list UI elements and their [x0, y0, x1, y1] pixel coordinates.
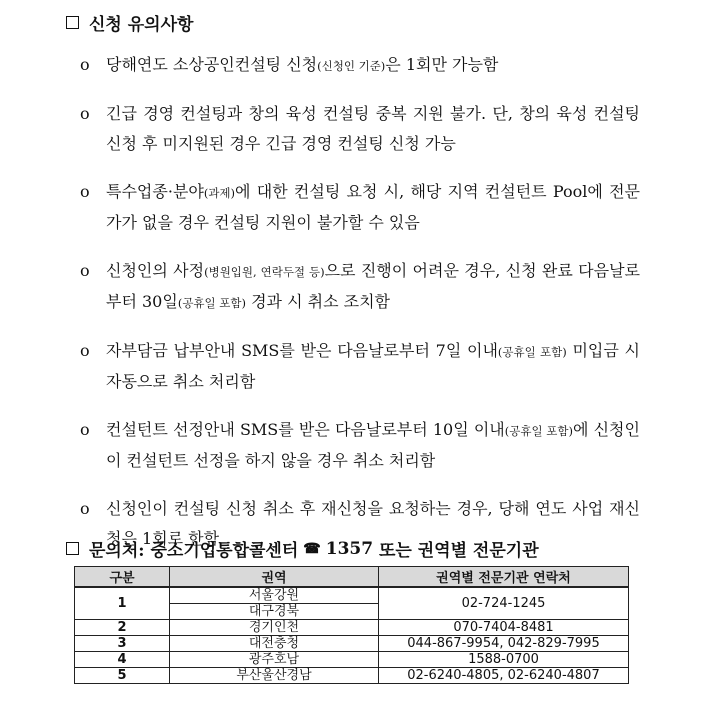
section-title: 신청 유의사항 — [89, 15, 194, 35]
list-item — [80, 177, 640, 238]
note-text: 특수업종·분야 — [106, 182, 204, 201]
note-text: 으로 진행이 어려운 경우, 신청 완료 다음날로부터 30일 — [106, 261, 640, 311]
regional-contact-table — [74, 566, 629, 684]
list-item — [80, 99, 640, 159]
list-item-text — [106, 415, 640, 476]
note-text: 신청인이 컨설팅 신청 취소 후 재신청을 요청하는 경우, 당해 연도 사업 재신청은 1회로 한함 — [106, 499, 640, 548]
note-parenthetical: (과제) — [203, 186, 236, 200]
contact-cell: 1588-0700 — [379, 652, 629, 668]
contact-label: 문의처: — [89, 541, 145, 561]
note-text: 에 신청인이 컨설턴트 선정을 하지 않을 경우 취소 처리함 — [106, 420, 640, 470]
header-category: 구분 — [75, 567, 170, 588]
bullet-marker: o — [80, 261, 90, 280]
call-center-number: 1357 — [325, 538, 374, 559]
row-number: 2 — [75, 620, 170, 636]
contact-cell: 070-7404-8481 — [379, 620, 629, 636]
checkbox-square-icon — [66, 16, 79, 29]
table-row — [75, 587, 629, 604]
note-parenthetical: (공휴일 포함) — [504, 424, 573, 438]
note-text: 에 대한 컨설팅 요청 시, 해당 지역 컨설턴트 Pool에 전문가가 없을 경우 컨설팅 지원이 불가할 수 있음 — [106, 182, 640, 232]
contact-cell: 02-6240-4805, 02-6240-4807 — [379, 668, 629, 684]
contact-cell: 02-724-1245 — [379, 587, 629, 620]
note-parenthetical: (공휴일 포함) — [497, 345, 567, 359]
section-heading-notes — [66, 10, 193, 35]
notes-list — [80, 50, 640, 554]
phone-icon: ☎ — [303, 540, 321, 557]
note-text: 미입금 시 자동으로 취소 처리함 — [106, 341, 640, 391]
bullet-marker: o — [80, 104, 90, 123]
note-text: 긴급 경영 컨설팅과 창의 육성 컨설팅 중복 지원 불가. 단, 창의 육성 컨설팅 신청 후 미지원된 경우 긴급 경영 컨설팅 신청 가능 — [106, 104, 640, 153]
list-item-text — [106, 256, 640, 318]
region-cell: 대전충청 — [170, 636, 379, 652]
region-cell: 경기인천 — [170, 620, 379, 636]
row-number: 3 — [75, 636, 170, 652]
bullet-marker: o — [80, 499, 90, 518]
region-cell: 대구경북 — [170, 604, 379, 620]
contact-rest: 또는 권역별 전문기관 — [378, 541, 539, 561]
bullet-marker: o — [80, 55, 90, 74]
header-region: 권역 — [170, 567, 379, 588]
table-row — [75, 668, 629, 684]
header-contact: 권역별 전문기관 연락처 — [379, 567, 629, 588]
list-item-text — [106, 99, 640, 159]
bullet-marker: o — [80, 420, 90, 439]
contact-cell: 044-867-9954, 042-829-7995 — [379, 636, 629, 652]
bullet-marker: o — [80, 182, 90, 201]
table-row — [75, 620, 629, 636]
call-center-name: 중소기업통합콜센터 — [150, 541, 299, 561]
table-header-row — [75, 567, 629, 588]
list-item-text — [106, 336, 640, 397]
list-item — [80, 415, 640, 476]
table-row — [75, 652, 629, 668]
note-parenthetical: (공휴일 포함) — [177, 296, 247, 310]
bullet-marker: o — [80, 341, 90, 360]
section-heading-contact — [66, 536, 539, 561]
note-text: 은 1회만 가능함 — [385, 55, 499, 74]
row-number: 4 — [75, 652, 170, 668]
row-number: 5 — [75, 668, 170, 684]
note-text: 당해연도 소상공인컨설팅 신청 — [106, 55, 318, 74]
region-cell: 부산울산경남 — [170, 668, 379, 684]
note-text: 경과 시 취소 조치함 — [246, 292, 391, 311]
row-number: 1 — [75, 587, 170, 620]
note-text: 컨설턴트 선정안내 SMS를 받은 다음날로부터 10일 이내 — [106, 420, 505, 439]
region-cell: 광주호남 — [170, 652, 379, 668]
list-item-text — [106, 50, 640, 81]
note-parenthetical: (신청인 기준) — [317, 59, 386, 73]
list-item-text — [106, 177, 640, 238]
checkbox-square-icon — [66, 542, 79, 555]
table-row — [75, 636, 629, 652]
list-item — [80, 336, 640, 397]
note-parenthetical: (병원입원, 연락두절 등) — [204, 265, 325, 279]
region-cell: 서울강원 — [170, 587, 379, 604]
list-item — [80, 256, 640, 318]
note-text: 자부담금 납부안내 SMS를 받은 다음날로부터 7일 이내 — [106, 341, 498, 360]
note-text: 신청인의 사정 — [106, 261, 205, 280]
list-item — [80, 50, 640, 81]
